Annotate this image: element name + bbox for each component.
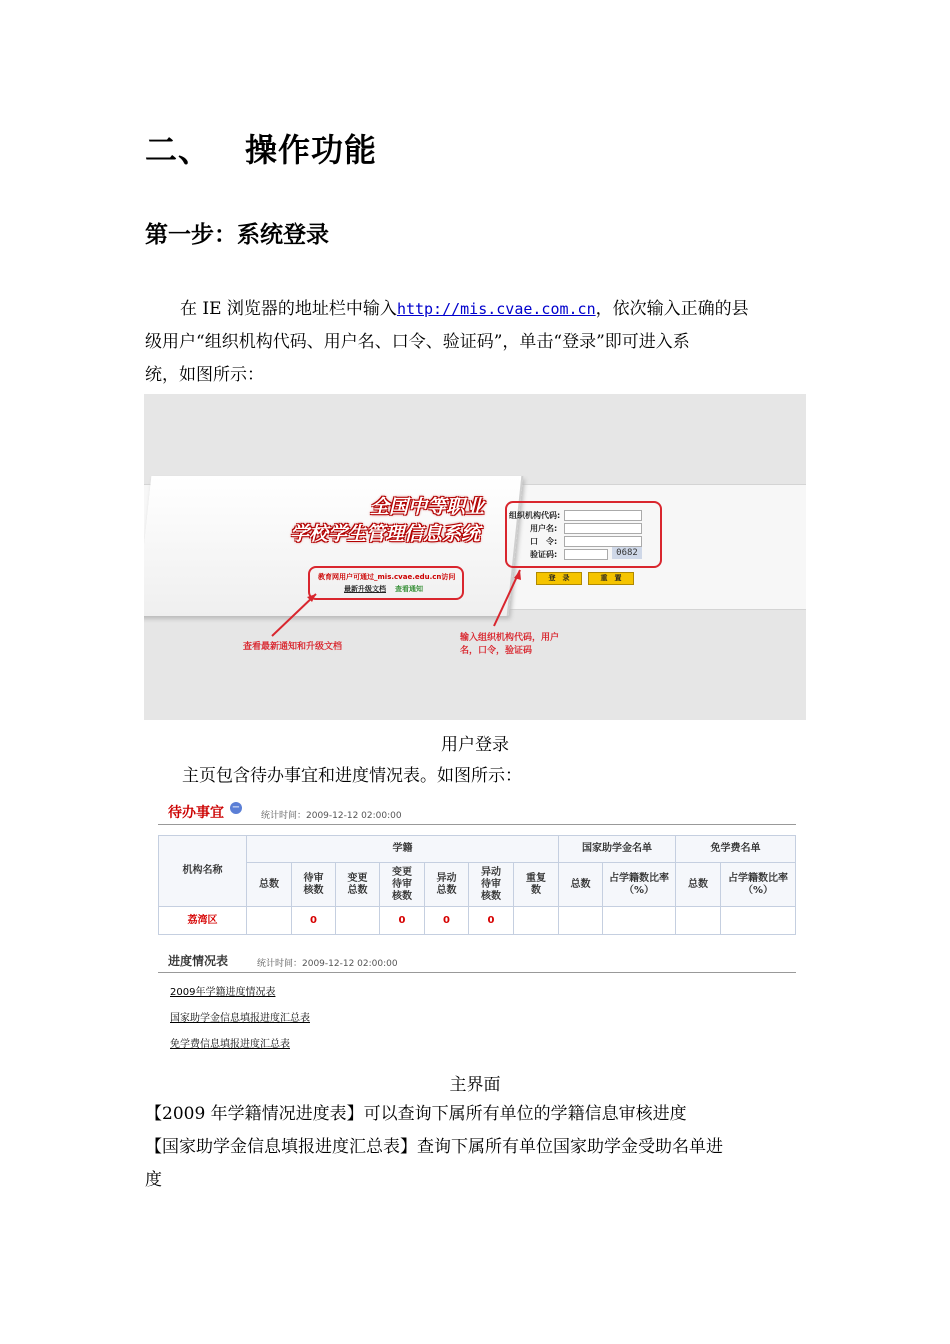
cell[interactable]: 0 <box>469 907 514 935</box>
intro-text-after-url: ，依次输入正确的县 <box>595 299 749 319</box>
subheader: 占学籍数比率（%） <box>603 863 676 907</box>
annotation-right-line-1: 输入组织机构代码，用户 <box>460 633 560 643</box>
captcha-label: 验证码: <box>530 550 558 559</box>
main-intro-paragraph: 主页包含待办事宜和进度情况表。如图所示： <box>182 766 522 786</box>
desc-line-3: 度 <box>145 1170 162 1190</box>
annotation-left: 查看最新通知和升级文档 <box>243 642 343 652</box>
subheader: 占学籍数比率（%） <box>721 863 796 907</box>
cell <box>336 907 380 935</box>
system-url-link[interactable]: http://mis.cvae.com.cn <box>396 300 596 318</box>
intro-line-2: 级用户“组织机构代码、用户名、口令、验证码”，单击“登录”即可进入系 <box>145 332 690 352</box>
subheader: 总数 <box>559 863 603 907</box>
intro-text-before-url: 在 IE 浏览器的地址栏中输入 <box>180 299 397 319</box>
row-org-name[interactable]: 荔湾区 <box>159 907 247 935</box>
subheader: 异动总数 <box>425 863 469 907</box>
section-number: 二、 <box>145 131 212 169</box>
caption-login: 用户登录 <box>441 735 509 755</box>
annotation-right-line-2: 名，口令，验证码 <box>460 646 533 656</box>
cell <box>514 907 559 935</box>
cell <box>247 907 292 935</box>
password-label: 口 令: <box>530 537 558 546</box>
section-title: 操作功能 <box>245 131 378 169</box>
cell <box>603 907 676 935</box>
cell[interactable]: 0 <box>292 907 336 935</box>
header-group-zhuxue: 国家助学金名单 <box>559 836 676 863</box>
annotation-arrows <box>144 394 806 720</box>
logo-title-line-1: 全国中等职业 <box>370 496 485 518</box>
cell <box>721 907 796 935</box>
todo-table <box>158 835 796 935</box>
cell[interactable]: 0 <box>380 907 425 935</box>
caption-main: 主界面 <box>449 1075 501 1095</box>
logo-title-line-2: 学校学生管理信息系统 <box>290 523 481 545</box>
cell <box>676 907 721 935</box>
progress-link-mianxue[interactable]: 免学费信息填报进度汇总表 <box>170 1039 290 1050</box>
progress-link-xueji[interactable]: 2009年学籍进度情况表 <box>170 987 276 998</box>
subheader: 待审核数 <box>292 863 336 907</box>
table-row <box>159 907 796 935</box>
subheader: 总数 <box>676 863 721 907</box>
intro-line-3: 统，如图所示： <box>145 365 264 385</box>
arrow-notice-line <box>272 594 316 636</box>
org-code-label: 组织机构代码: <box>509 511 561 520</box>
todo-stat-time: 统计时间：2009-12-12 02:00:00 <box>261 811 402 821</box>
desc-line-1: 【2009 年学籍情况进度表】可以查询下属所有单位的学籍信息审核进度 <box>145 1104 687 1124</box>
progress-stat-time: 统计时间：2009-12-12 02:00:00 <box>257 959 398 969</box>
header-group-mianxue: 免学费名单 <box>676 836 796 863</box>
header-group-xueji: 学籍 <box>247 836 559 863</box>
login-button[interactable]: 登 录 <box>536 572 582 585</box>
subheader: 总数 <box>247 863 292 907</box>
cell[interactable]: 0 <box>425 907 469 935</box>
username-label: 用户名: <box>530 524 558 533</box>
reset-button[interactable]: 重 置 <box>588 572 634 585</box>
upgrade-doc-link[interactable]: 最新升级文档 <box>344 585 386 593</box>
table-header-row-2 <box>159 863 796 907</box>
todo-divider <box>158 824 796 825</box>
captcha-image: 0682 <box>612 547 642 559</box>
todo-title: 待办事宜 <box>168 805 224 821</box>
subheader: 重复数 <box>514 863 559 907</box>
subheader: 变更总数 <box>336 863 380 907</box>
notice-line-1: 教育网用户可通过_mis.cvae.edu.cn访问 <box>318 573 456 581</box>
table-header-row-1 <box>159 836 796 863</box>
desc-line-2: 【国家助学金信息填报进度汇总表】查询下属所有单位国家助学金受助名单进 <box>145 1137 723 1157</box>
step-heading: 第一步：系统登录 <box>145 222 329 248</box>
section-heading <box>145 125 377 171</box>
intro-paragraph <box>145 293 810 392</box>
login-screenshot <box>144 394 806 720</box>
main-screenshot <box>158 796 798 1056</box>
collapse-icon[interactable]: − <box>231 802 241 813</box>
header-org-name: 机构名称 <box>159 836 247 907</box>
subheader: 变更待审核数 <box>380 863 425 907</box>
subheader: 异动待审核数 <box>469 863 514 907</box>
progress-link-zhuxue[interactable]: 国家助学金信息填报进度汇总表 <box>170 1013 310 1024</box>
progress-title: 进度情况表 <box>168 954 229 968</box>
cell <box>559 907 603 935</box>
view-notice-link[interactable]: 查看通知 <box>395 585 423 593</box>
progress-divider <box>158 972 796 973</box>
desc-paragraph <box>145 1098 815 1197</box>
